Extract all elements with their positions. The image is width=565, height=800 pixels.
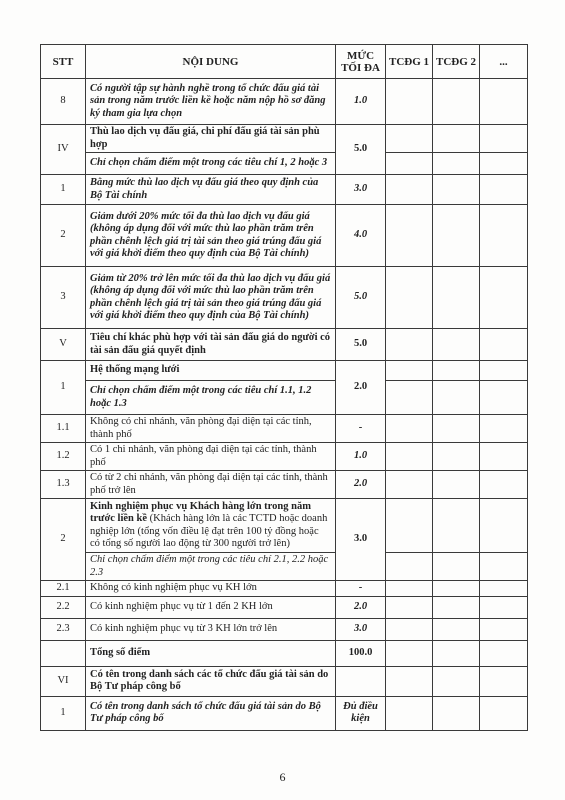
row-content: Có tên trong danh sách tổ chức đấu giá tài sản do Bộ Tư pháp công bố: [86, 696, 336, 730]
row-max-score: 3.0: [336, 175, 386, 205]
row-stt: 3: [41, 267, 86, 329]
row-content: Bằng mức thù lao dịch vụ đấu giá theo quy định của Bộ Tài chính: [86, 175, 336, 205]
row-tcdg2-cell: [433, 361, 480, 381]
table-row: [41, 696, 528, 730]
row-content-text: (Khách hàng lớn là các TCTD hoặc doanh nghiệp lớn (tổng vốn điều lệ đạt trên 100 tỷ đồng hoặc có tổng số người lao động từ 300 người trở lên): [90, 513, 328, 549]
row-stt: 1.1: [41, 415, 86, 443]
scoring-table: [40, 44, 528, 731]
row-tcdg1-cell: [386, 443, 433, 471]
row-max-score: [336, 666, 386, 696]
row-content: Có tên trong danh sách các tổ chức đấu giá tài sản do Bộ Tư pháp công bố: [86, 666, 336, 696]
row-tcdg2-cell: [433, 618, 480, 640]
table-row: [41, 267, 528, 329]
row-content: [86, 499, 336, 553]
table-row: [41, 666, 528, 696]
row-stt: 1.3: [41, 471, 86, 499]
row-tcdg1-cell: [386, 618, 433, 640]
row-tcdg1-cell: [386, 596, 433, 618]
row-sub-content: Chỉ chọn chấm điểm một trong các tiêu chí 1.1, 1.2 hoặc 1.3: [86, 381, 336, 415]
row-tcdg2-cell: [433, 443, 480, 471]
table-row: [41, 205, 528, 267]
row-tcdg2-cell: [433, 415, 480, 443]
table-row: [41, 499, 528, 553]
row-more-cell: [480, 361, 528, 381]
row-more-cell: [480, 415, 528, 443]
row-sub-content: Chỉ chọn chấm điểm một trong các tiêu chí 1, 2 hoặc 3: [86, 153, 336, 175]
row-tcdg2-cell: [433, 666, 480, 696]
row-more-cell: [480, 640, 528, 666]
row-tcdg2-cell: [433, 499, 480, 553]
row-more-cell: [480, 381, 528, 415]
table-row: [41, 175, 528, 205]
row-tcdg1-cell: [386, 329, 433, 361]
row-content: Giảm từ 20% trở lên mức tối đa thù lao dịch vụ đấu giá (không áp dụng đối với mức thù lao phần trăm trên phần chênh lệch giá trị tài sản theo giá trúng đấu giá với giá khởi điểm theo quy định của Bộ Tài chính): [86, 267, 336, 329]
row-tcdg1-cell: [386, 581, 433, 597]
row-max-score: 1.0: [336, 79, 386, 125]
table-row: [41, 640, 528, 666]
row-content: Có kinh nghiệm phục vụ từ 1 đến 2 KH lớn: [86, 596, 336, 618]
row-max-score: 5.0: [336, 125, 386, 175]
row-stt: VI: [41, 666, 86, 696]
row-max-score: 2.0: [336, 361, 386, 415]
row-content: Thù lao dịch vụ đấu giá, chi phí đấu giá tài sản phù hợp: [86, 125, 336, 153]
header-max: MỨC TỐI ĐA: [336, 45, 386, 79]
row-max-score: 3.0: [336, 618, 386, 640]
row-more-cell: [480, 666, 528, 696]
table-row: [41, 415, 528, 443]
row-stt: [41, 640, 86, 666]
row-tcdg1-cell: [386, 381, 433, 415]
header-content: NỘI DUNG: [86, 45, 336, 79]
row-content: Có người tập sự hành nghề trong tổ chức đấu giá tài sản trong năm trước liền kề hoặc năm nộp hồ sơ đăng ký tham gia lựa chọn: [86, 79, 336, 125]
table-row: [41, 596, 528, 618]
row-content-bold: Kinh nghiệm phục vụ Khách hàng lớn trong năm trước liền kề: [90, 500, 311, 524]
row-more-cell: [480, 471, 528, 499]
row-more-cell: [480, 153, 528, 175]
table-row: [41, 361, 528, 381]
table-row: [41, 471, 528, 499]
row-tcdg1-cell: [386, 79, 433, 125]
table-row: [41, 79, 528, 125]
page-number: 6: [279, 770, 286, 784]
table-subrow: [41, 553, 528, 581]
row-tcdg2-cell: [433, 329, 480, 361]
row-max-score: Đủ điều kiện: [336, 696, 386, 730]
row-max-score: 1.0: [336, 443, 386, 471]
row-tcdg1-cell: [386, 499, 433, 553]
row-tcdg1-cell: [386, 696, 433, 730]
row-tcdg1-cell: [386, 267, 433, 329]
row-content: Hệ thống mạng lưới: [86, 361, 336, 381]
row-more-cell: [480, 596, 528, 618]
table-row: [41, 581, 528, 597]
row-more-cell: [480, 581, 528, 597]
row-stt: 1.2: [41, 443, 86, 471]
row-tcdg2-cell: [433, 640, 480, 666]
row-stt: IV: [41, 125, 86, 175]
row-tcdg2-cell: [433, 696, 480, 730]
row-content: Tổng số điểm: [86, 640, 336, 666]
row-tcdg2-cell: [433, 125, 480, 153]
row-more-cell: [480, 443, 528, 471]
table-row: [41, 329, 528, 361]
row-stt: 2: [41, 499, 86, 581]
row-content: Có kinh nghiệm phục vụ từ 3 KH lớn trở lên: [86, 618, 336, 640]
row-tcdg1-cell: [386, 553, 433, 581]
table-subrow: [41, 153, 528, 175]
row-tcdg1-cell: [386, 175, 433, 205]
row-tcdg1-cell: [386, 415, 433, 443]
row-tcdg2-cell: [433, 79, 480, 125]
row-tcdg1-cell: [386, 471, 433, 499]
row-tcdg1-cell: [386, 153, 433, 175]
row-more-cell: [480, 79, 528, 125]
table-body: [41, 79, 528, 731]
row-max-score: 3.0: [336, 499, 386, 581]
row-content: Có 1 chi nhánh, văn phòng đại diện tại các tỉnh, thành phố: [86, 443, 336, 471]
row-max-score: -: [336, 415, 386, 443]
row-stt: 1: [41, 361, 86, 415]
row-tcdg2-cell: [433, 553, 480, 581]
row-max-score: 2.0: [336, 471, 386, 499]
row-tcdg2-cell: [433, 205, 480, 267]
table-subrow: [41, 381, 528, 415]
row-stt: 2: [41, 205, 86, 267]
row-more-cell: [480, 267, 528, 329]
row-tcdg1-cell: [386, 640, 433, 666]
row-stt: V: [41, 329, 86, 361]
row-more-cell: [480, 696, 528, 730]
row-tcdg1-cell: [386, 125, 433, 153]
row-content: Không có chi nhánh, văn phòng đại diện tại các tỉnh, thành phố: [86, 415, 336, 443]
row-max-score: 4.0: [336, 205, 386, 267]
table-row: [41, 443, 528, 471]
row-stt: 1: [41, 696, 86, 730]
table-row: [41, 125, 528, 153]
row-more-cell: [480, 329, 528, 361]
row-stt: 1: [41, 175, 86, 205]
row-more-cell: [480, 205, 528, 267]
row-max-score: 2.0: [336, 596, 386, 618]
row-tcdg2-cell: [433, 175, 480, 205]
row-content: Giảm dưới 20% mức tối đa thù lao dịch vụ đấu giá (không áp dụng đối với mức thù lao phần trăm trên phần chênh lệch giá trị tài sản theo giá trúng đấu giá với giá khởi điểm theo quy định của Bộ Tài chính): [86, 205, 336, 267]
row-tcdg2-cell: [433, 267, 480, 329]
row-stt: 8: [41, 79, 86, 125]
row-tcdg2-cell: [433, 381, 480, 415]
header-more: ...: [480, 45, 528, 79]
row-more-cell: [480, 618, 528, 640]
row-content: Không có kinh nghiệm phục vụ KH lớn: [86, 581, 336, 597]
row-more-cell: [480, 499, 528, 553]
row-sub-content: Chỉ chọn chấm điểm một trong các tiêu chí 2.1, 2.2 hoặc 2.3: [86, 553, 336, 581]
row-tcdg2-cell: [433, 596, 480, 618]
row-tcdg1-cell: [386, 666, 433, 696]
row-max-score: 5.0: [336, 329, 386, 361]
row-stt: 2.3: [41, 618, 86, 640]
row-content: Có từ 2 chi nhánh, văn phòng đại diện tại các tỉnh, thành phố trở lên: [86, 471, 336, 499]
row-tcdg2-cell: [433, 581, 480, 597]
table-row: [41, 618, 528, 640]
row-stt: 2.2: [41, 596, 86, 618]
header-tcdg1: TCĐG 1: [386, 45, 433, 79]
row-max-score: 100.0: [336, 640, 386, 666]
row-more-cell: [480, 175, 528, 205]
row-more-cell: [480, 125, 528, 153]
row-stt: 2.1: [41, 581, 86, 597]
row-max-score: 5.0: [336, 267, 386, 329]
row-tcdg2-cell: [433, 471, 480, 499]
row-max-score: -: [336, 581, 386, 597]
header-tcdg2: TCĐG 2: [433, 45, 480, 79]
header-row: [41, 45, 528, 79]
row-tcdg2-cell: [433, 153, 480, 175]
header-stt: STT: [41, 45, 86, 79]
row-more-cell: [480, 553, 528, 581]
row-tcdg1-cell: [386, 361, 433, 381]
row-tcdg1-cell: [386, 205, 433, 267]
row-content: Tiêu chí khác phù hợp với tài sản đấu giá do người có tài sản đấu giá quyết định: [86, 329, 336, 361]
